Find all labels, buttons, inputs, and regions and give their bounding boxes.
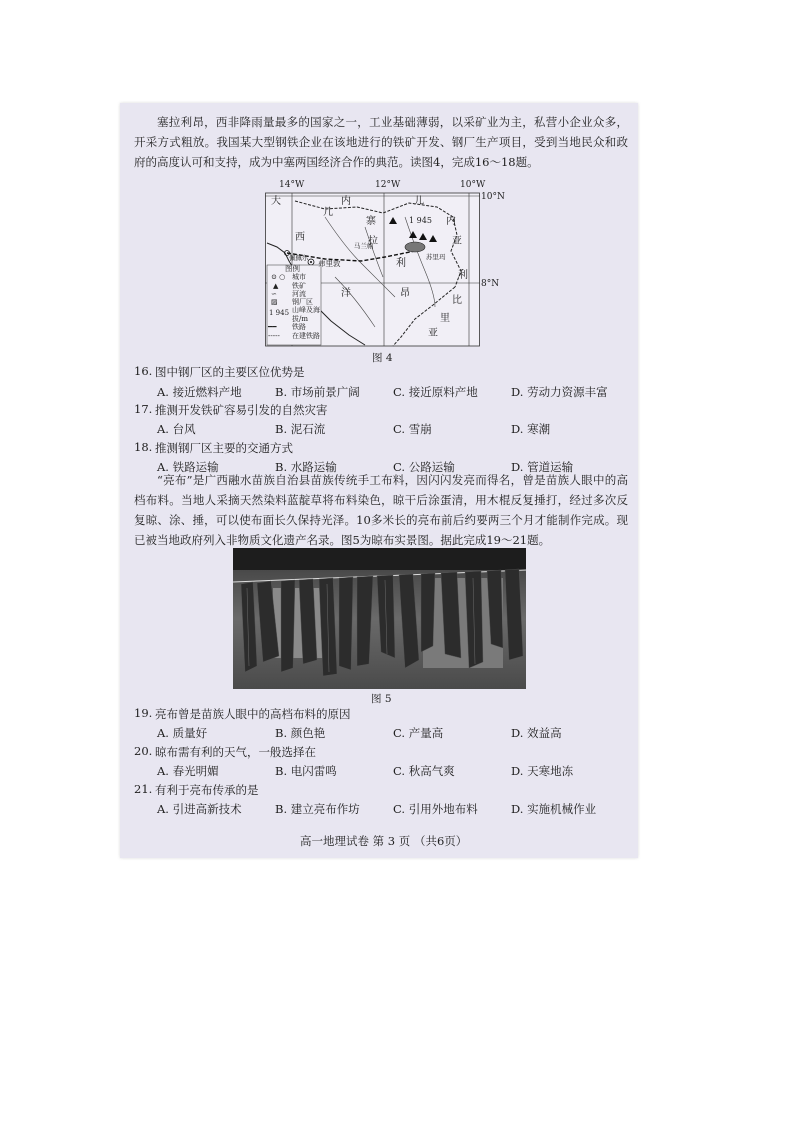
question-number: 17.: [134, 402, 153, 416]
lon-label: 10°W: [460, 180, 486, 190]
country-char: 昂: [400, 288, 410, 299]
question-text: 晾布需有利的天气，一般选择在: [155, 745, 316, 759]
option: A. 铁路运输: [157, 460, 219, 474]
option: B. 市场前景广阔: [275, 385, 360, 399]
legend-peak-value: 1 945: [269, 309, 290, 317]
lat-label: 8°N: [481, 279, 500, 289]
question-text: 推测开发铁矿容易引发的自然灾害: [155, 403, 328, 417]
option: C. 公路运输: [393, 460, 455, 474]
country-char: 寨: [366, 216, 376, 227]
country-char: 亚: [428, 328, 438, 339]
question-text: 有利于亮布传承的是: [155, 783, 259, 797]
legend-item: 铁路: [292, 323, 306, 331]
country-char: 利: [396, 258, 406, 269]
country-char: 比: [452, 295, 462, 306]
country-char: 大: [271, 196, 281, 207]
country-char: 内: [446, 216, 456, 227]
option: A. 引进高新技术: [157, 802, 242, 816]
option: C. 雪崩: [393, 422, 432, 436]
question-text: 亮布曾是苗族人眼中的高档布料的原因: [155, 707, 351, 721]
option: D. 管道运输: [511, 460, 574, 474]
option: A. 质量好: [157, 726, 208, 740]
country-char: 拉: [368, 236, 378, 247]
legend-item: 城市: [292, 273, 306, 281]
option: C. 秋高气爽: [393, 764, 455, 778]
legend-rail-dash-icon: -----: [268, 332, 280, 340]
country-char: 儿: [414, 196, 424, 207]
option: A. 台风: [157, 422, 196, 436]
legend-item: 在建铁路: [292, 332, 320, 340]
figure-5-photo: [233, 548, 526, 689]
peak-label: 1 945: [409, 216, 432, 225]
country-char: 利: [458, 270, 468, 281]
lat-label: 10°N: [481, 192, 505, 202]
option: A. 春光明媚: [157, 764, 219, 778]
legend-item: 钢厂区: [292, 298, 313, 306]
legend-plant-icon: ▨: [271, 298, 278, 306]
option: C. 接近原料产地: [393, 385, 478, 399]
legend-city-icon: ⊙ ○: [271, 273, 286, 281]
legend-item: 铁矿: [292, 282, 306, 290]
option: B. 颜色艳: [275, 726, 326, 740]
option: D. 天寒地冻: [511, 764, 574, 778]
country-char: 内: [341, 196, 351, 207]
legend-iron-icon: ▲: [273, 282, 279, 290]
lon-label: 12°W: [375, 180, 401, 190]
question-number: 16.: [134, 364, 153, 378]
option: C. 引用外地布料: [393, 802, 478, 816]
place-label: 弗里敦: [318, 259, 341, 268]
legend-river-icon: ∽: [271, 290, 277, 298]
option: D. 劳动力资源丰富: [511, 385, 608, 399]
country-char: 里: [440, 313, 450, 324]
country-char: 西: [295, 232, 305, 243]
place-label: 马兰帕: [354, 242, 374, 250]
option: D. 效益高: [511, 726, 562, 740]
country-char: 几: [323, 207, 333, 218]
option: A. 接近燃料产地: [157, 385, 242, 399]
legend-rail-icon: ━━: [268, 323, 277, 331]
place-label: 佩佩尔: [289, 254, 309, 262]
option: D. 寒潮: [511, 422, 551, 436]
question-text: 图中钢厂区的主要区位优势是: [155, 365, 305, 379]
option: D. 实施机械作业: [511, 802, 597, 816]
option: B. 电闪雷鸣: [275, 764, 337, 778]
option: B. 建立亮布作坊: [275, 802, 360, 816]
country-char: 洋: [341, 288, 351, 299]
legend-item: 河流: [292, 290, 306, 298]
page-footer: 高一地理试卷 第 3 页 （共6页）: [300, 834, 468, 848]
question-number: 19.: [134, 706, 153, 720]
question-text: 推测钢厂区主要的交通方式: [155, 441, 293, 455]
passage-2: “亮布”是广西融水苗族自治县苗族传统手工布料，因闪闪发亮而得名，曾是苗族人眼中的高档布料。当地人采摘天然染料蓝靛草将布料染色，晾干后涂蛋清，用木棍反复捶打，经过多次反复晾、涂、捶，可以使布面长久保持光泽。10多米长的亮布前后约要两三个月才能制作完成。现已被当地政府列入非物质文化遗产名录。图5为晾布实景图。据此完成19～21题。: [134, 473, 628, 547]
place-label: 苏里玛: [426, 253, 446, 261]
lon-label: 14°W: [279, 180, 305, 190]
country-char: 亚: [452, 236, 462, 247]
figure-4-caption: 图 4: [372, 352, 393, 364]
legend-title: 图例: [285, 264, 300, 273]
figure-5-caption: 图 5: [371, 693, 392, 705]
question-number: 21.: [134, 782, 153, 796]
passage-1: 塞拉利昂，西非降雨量最多的国家之一，工业基础薄弱，以采矿业为主，私营小企业众多，开采方式粗放。我国某大型钢铁企业在该地进行的铁矿开发、钢厂生产项目，受到当地民众和政府的高度认可和支持，成为中塞两国经济合作的典范。读图4，完成16～18题。: [134, 115, 628, 169]
question-number: 20.: [134, 744, 153, 758]
question-number: 18.: [134, 440, 153, 454]
legend-item: 山峰及海拔/m: [292, 306, 320, 323]
option: B. 泥石流: [275, 422, 326, 436]
option: C. 产量高: [393, 726, 444, 740]
option: B. 水路运输: [275, 460, 337, 474]
